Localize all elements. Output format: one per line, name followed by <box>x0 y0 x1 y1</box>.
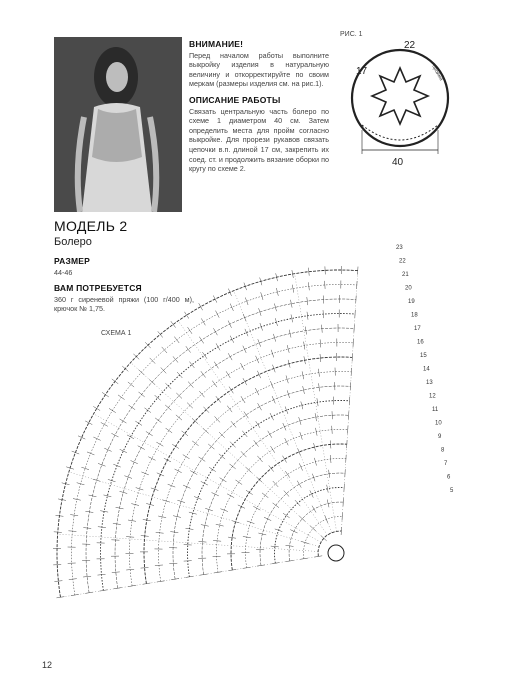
schema-row-number: 14 <box>423 366 430 373</box>
schema-row-number: 21 <box>402 272 409 278</box>
figure-dim-left: 17 <box>356 66 368 77</box>
schema-row-number: 9 <box>438 434 442 440</box>
description-text: Связать центральную часть болеро по схеме 1 диаметром 40 см. Затем определить места для пройм согласно выкройке. Для прорези рукавов связать цепочки в.п. длиной 17 см, закрепить их соед. ст. и продолжить вязание оборки по кругу по схеме 2. <box>189 106 329 174</box>
schema-row-number: 11 <box>432 407 439 413</box>
schema-round <box>155 368 352 582</box>
schema-round <box>227 440 347 571</box>
schema-row-number: 6 <box>447 474 451 481</box>
schema-radial-line <box>131 363 324 539</box>
schema-row-number: 23 <box>396 245 403 251</box>
schema-round <box>140 353 353 584</box>
figure-dim-bottom: 40 <box>392 157 404 168</box>
schema-round <box>111 324 354 589</box>
schema-radial-line <box>178 321 327 535</box>
schema-row-number: 22 <box>399 258 406 265</box>
warning-title: ВНИМАНИЕ! <box>189 39 244 49</box>
schema-row-number: 5 <box>450 488 454 494</box>
schema-round <box>68 281 358 596</box>
model-title: МОДЕЛЬ 2 <box>54 218 128 234</box>
schema-round <box>213 426 348 573</box>
schema-row-number: 20 <box>405 285 412 292</box>
schema-row-number: 12 <box>429 393 436 400</box>
schema-radial-line <box>69 472 319 547</box>
schema-row-number: 18 <box>411 312 418 319</box>
page-number: 12 <box>42 660 53 670</box>
schema-row-number: 17 <box>414 326 421 332</box>
materials-title: ВАМ ПОТРЕБУЕТСЯ <box>54 283 142 294</box>
materials-text: 360 г сиреневой пряжи (100 г/400 м), крючок № 1,75. <box>54 294 194 314</box>
model-subtitle: Болеро <box>54 236 92 248</box>
schema-row-number: 7 <box>444 461 448 467</box>
figure-label: РИС. 1 <box>340 31 363 38</box>
schema-row-number: 13 <box>426 380 433 386</box>
size-title: РАЗМЕР <box>54 256 91 266</box>
crochet-schema-1 <box>40 235 480 645</box>
instructions-column <box>189 40 329 181</box>
figure-1-diagram <box>340 30 460 170</box>
description-title: ОПИСАНИЕ РАБОТЫ <box>189 94 281 105</box>
size-value: 44-46 <box>54 267 73 277</box>
schema-round <box>97 310 356 592</box>
schema-center-ring <box>328 545 344 561</box>
schema-row-number: 15 <box>420 353 427 359</box>
schema-label: СХЕМА 1 <box>101 330 132 337</box>
schema-row-number: 10 <box>435 420 442 427</box>
model-photo <box>54 37 182 212</box>
model-photo-image <box>54 37 182 212</box>
figure-side-label: пройма <box>430 64 445 82</box>
schema-round <box>82 295 356 593</box>
schema-round <box>53 266 358 598</box>
figure-dim-top: 22 <box>404 40 416 51</box>
schema-row-number: 8 <box>441 447 445 454</box>
schema-row-number: 16 <box>417 339 424 346</box>
warning-text: Перед началом работы выполните выкройку изделия в натуральную величину и откорректируйте по своим меркам (размеры изделия см. на рис.1). <box>189 50 329 89</box>
schema-row-number: 19 <box>408 299 415 305</box>
schema-round <box>184 397 350 578</box>
schema-round <box>242 455 347 569</box>
